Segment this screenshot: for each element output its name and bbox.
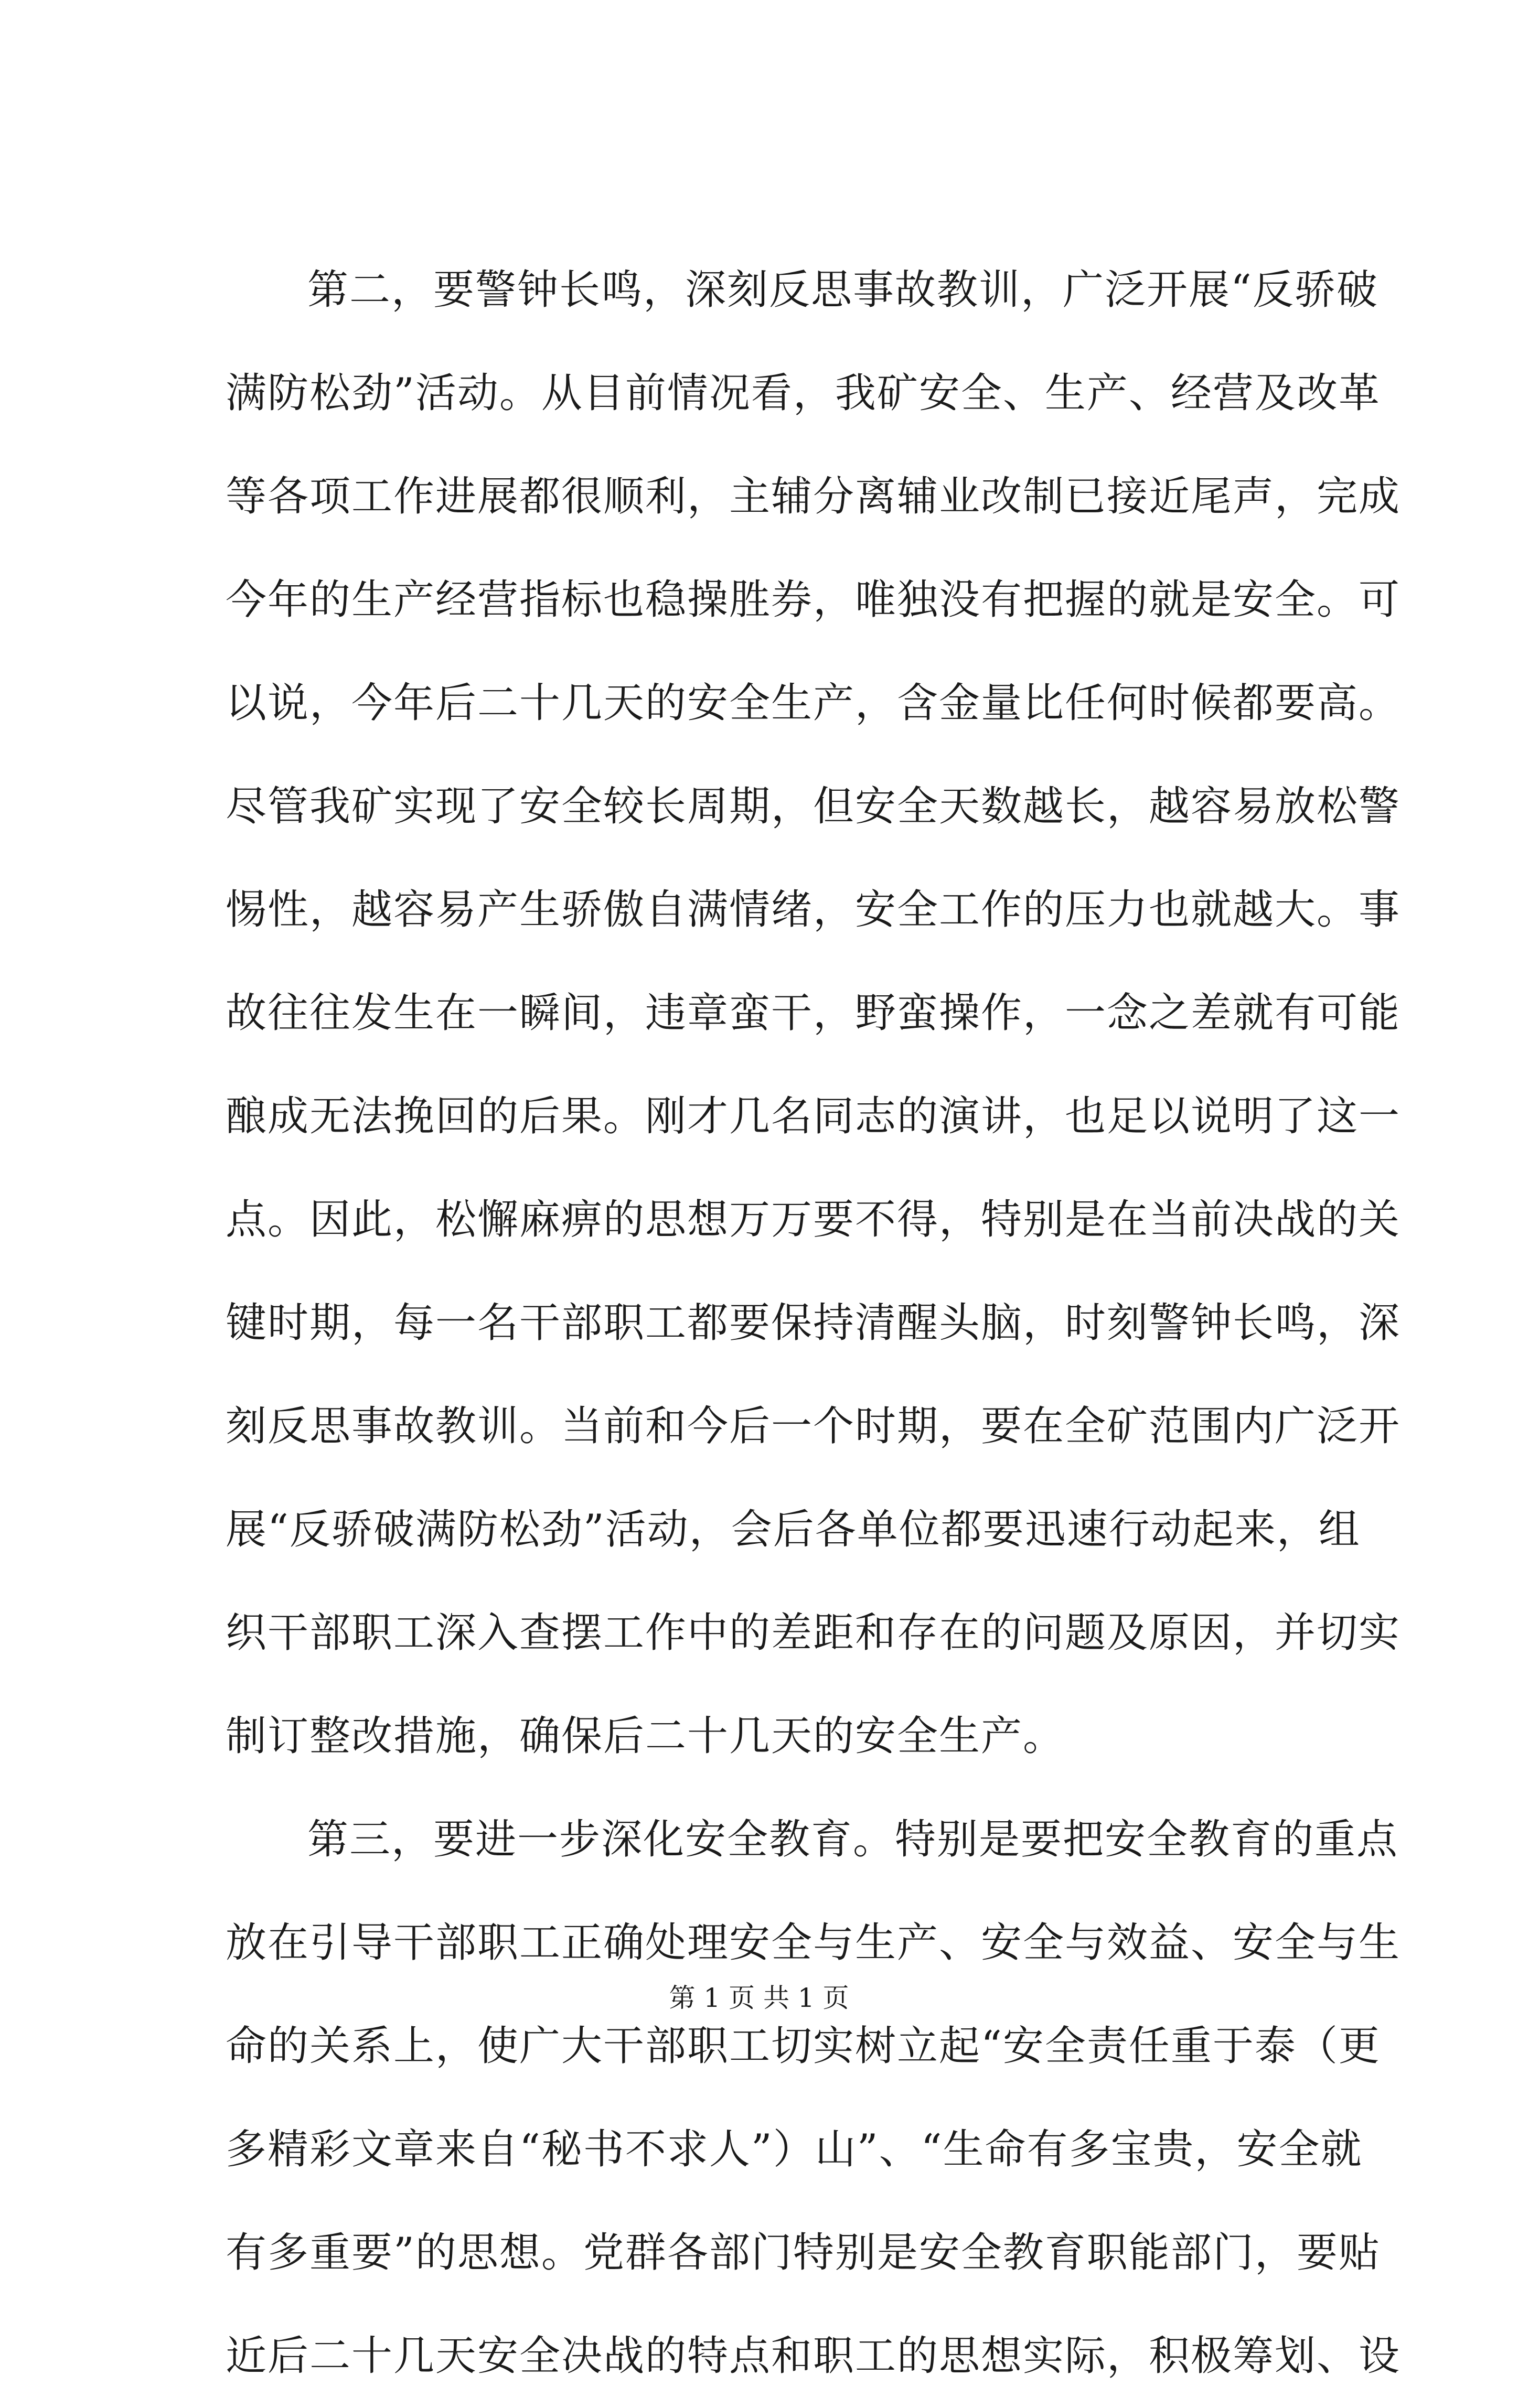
paragraph-line: 等各项工作进展都很顺利，主辅分离辅业改制已接近尾声，完成 bbox=[226, 473, 1401, 520]
paragraph-line: 制订整改措施，确保后二十几天的安全生产。 bbox=[226, 1713, 1065, 1760]
paragraph-line: 点。因此，松懈麻痹的思想万万要不得，特别是在当前决战的关 bbox=[226, 1196, 1401, 1243]
paragraph-line: 近后二十几天安全决战的特点和职工的思想实际，积极筹划、设 bbox=[226, 2332, 1401, 2380]
paragraph-line: 多精彩文章来自“秘书不求人”）山”、“生命有多宝贵，安全就 bbox=[226, 2126, 1363, 2173]
paragraph-line: 展“反骄破满防松劲”活动，会后各单位都要迅速行动起来，组 bbox=[226, 1506, 1361, 1553]
paragraph-line: 满防松劲”活动。从目前情况看，我矿安全、生产、经营及改革 bbox=[226, 370, 1381, 417]
paragraph-line: 故往往发生在一瞬间，违章蛮干，野蛮操作，一念之差就有可能 bbox=[226, 990, 1401, 1037]
paragraph-line: 放在引导干部职工正确处理安全与生产、安全与效益、安全与生 bbox=[226, 1919, 1401, 1966]
paragraph-line: 以说，今年后二十几天的安全生产，含金量比任何时候都要高。 bbox=[226, 680, 1401, 727]
document-body bbox=[226, 239, 1401, 2408]
paragraph-line: 刻反思事故教训。当前和今后一个时期，要在全矿范围内广泛开 bbox=[226, 1403, 1401, 1450]
paragraph-line: 第二，要警钟长鸣，深刻反思事故教训，广泛开展“反骄破 bbox=[307, 266, 1378, 314]
paragraph-line: 酿成无法挽回的后果。刚才几名同志的演讲，也足以说明了这一 bbox=[226, 1093, 1401, 1140]
paragraph-line: 惕性，越容易产生骄傲自满情绪，安全工作的压力也就越大。事 bbox=[226, 886, 1401, 933]
paragraph-line: 今年的生产经营指标也稳操胜券，唯独没有把握的就是安全。可 bbox=[226, 576, 1401, 624]
paragraph-line: 第三，要进一步深化安全教育。特别是要把安全教育的重点 bbox=[307, 1816, 1399, 1863]
paragraph-line: 尽管我矿实现了安全较长周期，但安全天数越长，越容易放松警 bbox=[226, 783, 1401, 830]
page-number-footer: 第 1 页 共 1 页 bbox=[669, 1983, 849, 2013]
paragraph-line: 键时期，每一名干部职工都要保持清醒头脑，时刻警钟长鸣，深 bbox=[226, 1299, 1401, 1347]
paragraph-line: 命的关系上，使广大干部职工切实树立起“安全责任重于泰（更 bbox=[226, 2023, 1381, 2070]
paragraph-line: 织干部职工深入查摆工作中的差距和存在的问题及原因，并切实 bbox=[226, 1609, 1401, 1657]
paragraph-line: 有多重要”的思想。党群各部门特别是安全教育职能部门，要贴 bbox=[226, 2229, 1381, 2276]
